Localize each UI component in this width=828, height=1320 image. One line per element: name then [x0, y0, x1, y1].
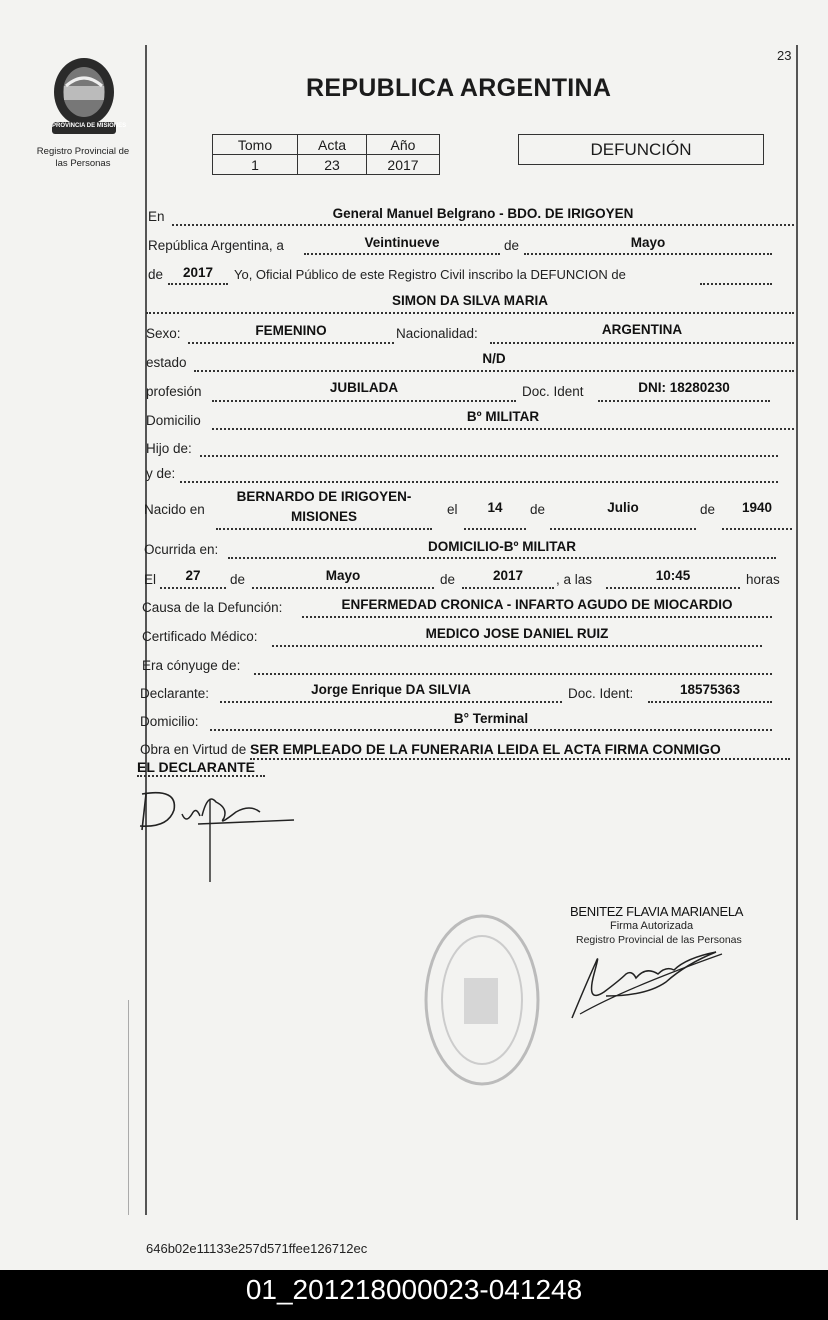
field-def-mes: Mayo	[325, 568, 361, 583]
field-dia-texto: Veintinueve	[364, 235, 440, 250]
field-nacionalidad: ARGENTINA	[601, 322, 683, 337]
label-horas: horas	[746, 572, 780, 587]
label-declarante: Declarante:	[140, 686, 210, 701]
file-id-footer	[0, 1270, 828, 1320]
line-declarante	[220, 701, 562, 703]
table-value-tomo: 1	[213, 155, 298, 175]
field-nac-anio: 1940	[741, 500, 773, 515]
signer-role: Firma Autorizada	[610, 920, 694, 932]
province-logo	[46, 52, 127, 138]
label-el-1: el	[447, 502, 458, 517]
line-anio	[168, 283, 228, 285]
line-def-mes	[252, 587, 434, 589]
line-defuncion-de	[700, 283, 772, 285]
field-anio-inscripcion: 2017	[182, 265, 214, 280]
label-ocurrida-en: Ocurrida en:	[144, 542, 219, 557]
line-def-dia	[160, 587, 226, 589]
label-de-3: de	[530, 502, 546, 517]
line-conyuge	[254, 673, 772, 675]
field-nac-dia: 14	[487, 500, 503, 515]
line-causa	[302, 616, 772, 618]
line-estado	[194, 370, 794, 372]
field-declarante-domicilio: B° Terminal	[453, 711, 529, 726]
line-def-hora	[606, 587, 740, 589]
label-causa: Causa de la Defunción:	[142, 600, 283, 615]
line-hijo-de	[200, 455, 778, 457]
label-domicilio: Domicilio	[146, 413, 201, 428]
file-id: 01_201218000023-041248	[245, 1274, 583, 1305]
official-stamp	[420, 912, 550, 1092]
line-nombre	[146, 312, 794, 314]
line-nacionalidad	[490, 342, 794, 344]
label-nacido-en: Nacido en	[144, 502, 205, 517]
line-mes	[524, 253, 772, 255]
label-de-1: de	[504, 238, 520, 253]
line-declarante-doc	[648, 701, 772, 703]
document-title: REPUBLICA ARGENTINA	[306, 74, 612, 102]
field-nacido-en-line1: BERNARDO DE IRIGOYEN-	[236, 489, 412, 504]
line-nac-mes	[550, 528, 696, 530]
table-header-anio: Año	[367, 135, 440, 155]
field-nac-mes: Julio	[607, 500, 639, 515]
label-en: En	[148, 209, 165, 224]
field-def-anio: 2017	[492, 568, 524, 583]
registry-label-line2: las Personas	[55, 158, 111, 169]
line-ocurrida-en	[228, 557, 776, 559]
field-obra-line1: SER EMPLEADO DE LA FUNERARIA LEIDA EL ACTA FIRMA CONMIGO	[250, 741, 721, 757]
field-causa: ENFERMEDAD CRONICA - INFARTO AGUDO DE MIOCARDIO	[341, 597, 733, 612]
line-domicilio	[212, 428, 794, 430]
field-obra-line2: EL DECLARANTE	[137, 759, 255, 775]
label-certificado: Certificado Médico:	[142, 629, 258, 644]
table-value-anio: 2017	[367, 155, 440, 175]
field-localidad: General Manuel Belgrano - BDO. DE IRIGOYEN	[332, 206, 634, 221]
line-sexo	[188, 342, 394, 344]
label-estado: estado	[146, 355, 187, 370]
line-nac-dia	[464, 528, 526, 530]
label-doc-ident-2: Doc. Ident:	[568, 686, 634, 701]
label-conyuge: Era cónyuge de:	[142, 658, 241, 673]
signer-office: Registro Provincial de las Personas	[576, 934, 742, 946]
right-margin-line	[796, 45, 798, 1220]
record-table	[212, 134, 440, 175]
label-domicilio-2: Domicilio:	[140, 714, 199, 729]
field-sexo: FEMENINO	[255, 323, 327, 338]
label-sexo: Sexo:	[146, 326, 181, 341]
field-domicilio: Bº MILITAR	[466, 409, 540, 424]
field-certificado: MEDICO JOSE DANIEL RUIZ	[425, 626, 609, 641]
label-obra: Obra en Virtud de	[140, 742, 247, 757]
line-obra-2	[137, 775, 265, 777]
declarant-signature	[138, 782, 308, 887]
line-certificado	[272, 645, 762, 647]
signer-name: BENITEZ FLAVIA MARIANELA	[570, 904, 744, 919]
field-nacido-en-line2: MISIONES	[290, 509, 357, 524]
line-def-anio	[462, 587, 554, 589]
page-number: 23	[777, 48, 792, 63]
line-declarante-domicilio	[210, 729, 772, 731]
field-def-hora: 10:45	[655, 568, 691, 583]
label-de-6: de	[440, 572, 456, 587]
line-y-de	[180, 481, 778, 483]
line-nacido-en	[216, 528, 432, 530]
logo-text: PROVINCIA DE MISIONES	[52, 123, 127, 129]
label-doc-ident: Doc. Ident	[522, 384, 584, 399]
line-localidad	[172, 224, 794, 226]
line-dni	[598, 400, 770, 402]
label-nacionalidad: Nacionalidad:	[396, 326, 478, 341]
field-dni: DNI: 18280230	[638, 380, 730, 395]
label-hijo-de: Hijo de:	[146, 441, 192, 456]
label-el-2: El	[144, 572, 157, 587]
record-type-box: DEFUNCIÓN	[518, 134, 764, 165]
field-estado: N/D	[482, 351, 506, 366]
registry-label-line1: Registro Provincial de	[36, 146, 130, 157]
field-profesion: JUBILADA	[329, 380, 399, 395]
line-dia	[304, 253, 500, 255]
authorized-signature	[566, 944, 736, 1024]
line-nac-anio	[722, 528, 792, 530]
label-a-las: , a las	[556, 572, 593, 587]
table-header-acta: Acta	[298, 135, 367, 155]
field-nombre: SIMON DA SILVA MARIA	[392, 293, 548, 308]
label-de-5: de	[230, 572, 246, 587]
table-value-acta: 23	[298, 155, 367, 175]
label-y-de: y de:	[146, 466, 176, 481]
field-declarante: Jorge Enrique DA SILVIA	[311, 682, 471, 697]
label-republica: República Argentina, a	[148, 238, 284, 253]
table-header-tomo: Tomo	[213, 135, 298, 155]
field-mes-inscripcion: Mayo	[630, 235, 666, 250]
left-outer-line	[128, 1000, 129, 1215]
label-yo-oficial: Yo, Oficial Público de este Registro Civil inscribo la DEFUNCION de	[234, 267, 626, 282]
label-de-2: de	[148, 267, 164, 282]
label-de-4: de	[700, 502, 716, 517]
label-profesion: profesión	[146, 384, 202, 399]
field-declarante-doc: 18575363	[679, 682, 741, 697]
field-ocurrida-en: DOMICILIO-Bº MILITAR	[428, 539, 576, 554]
document-hash: 646b02e11133e257d571ffee126712ec	[146, 1241, 368, 1256]
field-def-dia: 27	[185, 568, 201, 583]
line-profesion	[212, 400, 516, 402]
